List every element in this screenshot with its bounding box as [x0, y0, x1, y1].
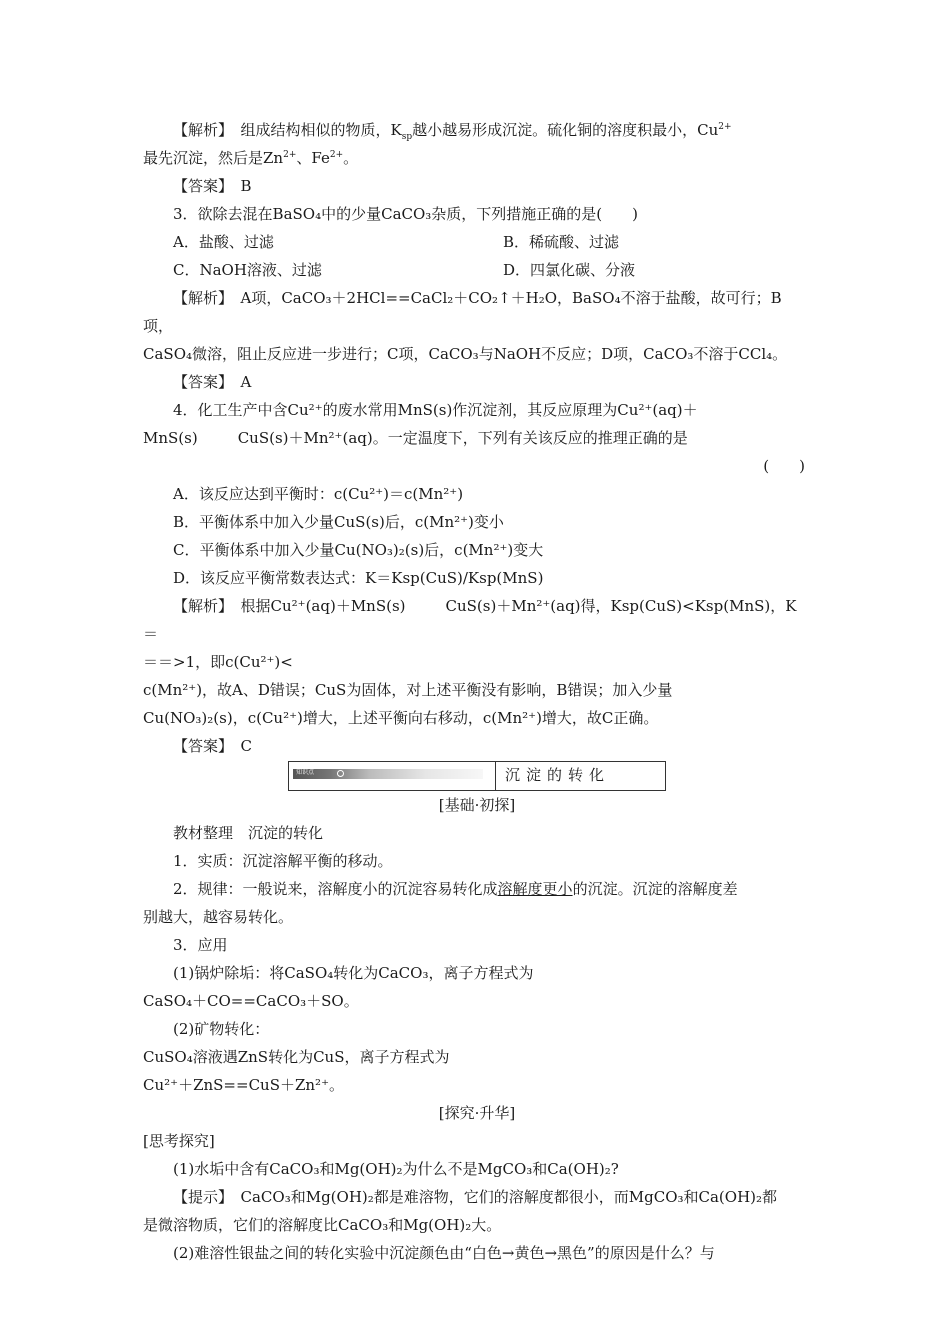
- option-d: D．四氯化碳、分液: [503, 261, 636, 279]
- option-c: C．NaOH溶液、过滤: [173, 261, 322, 279]
- analysis-line: CaSO₄微溶，阻止反应进一步进行；C项，CaCO₃与NaOH不反应；D项，CaCO₃不溶于CCl₄。: [143, 345, 788, 363]
- circle-icon: [337, 770, 344, 777]
- option-b: B．平衡体系中加入少量CuS(s)后，c(Mn²⁺)变小: [173, 513, 504, 531]
- body-line: 3．应用: [173, 936, 228, 954]
- section-heading: [探究·升华]: [438, 1104, 516, 1122]
- body-line: 2．规律：一般说来，溶解度小的沉淀容易转化成溶解度更小的沉淀。沉淀的溶解度差: [173, 880, 738, 898]
- answer-line: 【答案】 A: [173, 373, 252, 391]
- option-d: D．该反应平衡常数表达式：K＝Ksp(CuS)/Ksp(MnS): [173, 569, 544, 587]
- option-a: A．盐酸、过滤: [173, 233, 274, 251]
- analysis-line: ＝＝>1，即c(Cu²⁺)<: [143, 653, 293, 671]
- banner-title: 沉淀的转化: [505, 766, 611, 784]
- analysis-line: c(Mn²⁺)，故A、D错误；CuS为固体，对上述平衡没有影响，B错误；加入少量: [143, 681, 673, 699]
- answer-line: 【答案】 B: [173, 177, 252, 195]
- banner-bar: [293, 769, 483, 779]
- answer-line: 【答案】 C: [173, 737, 252, 755]
- option-c: C．平衡体系中加入少量Cu(NO₃)₂(s)后，c(Mn²⁺)变大: [173, 541, 544, 559]
- document-page: [143, 116, 811, 1267]
- question-4-line: MnS(s) CuS(s)＋Mn²⁺(aq)。一定温度下，下列有关该反应的推理正确的是: [143, 429, 688, 447]
- banner-tag: 知识点: [296, 769, 315, 776]
- question-line: (2)难溶性银盐之间的转化实验中沉淀颜色由“白色→黄色→黑色”的原因是什么？与: [173, 1244, 715, 1262]
- body-line: (1)锅炉除垢：将CaSO₄转化为CaCO₃，离子方程式为: [173, 964, 534, 982]
- options-row: [143, 228, 811, 256]
- body-line: (2)矿物转化：: [173, 1020, 270, 1038]
- option-b: B．稀硫酸、过滤: [503, 233, 620, 251]
- analysis-line: Cu(NO₃)₂(s)，c(Cu²⁺)增大，上述平衡向右移动，c(Mn²⁺)增大，故C正确。: [143, 709, 659, 727]
- body-line: 别越大，越容易转化。: [143, 908, 294, 926]
- knowledge-banner: [143, 761, 811, 791]
- options-row: [143, 256, 811, 284]
- analysis-line: 最先沉淀，然后是$Zn^{2+}$、$Fe^{2+}$。: [143, 149, 359, 167]
- equation-line: CaSO₄＋CO==CaCO₃＋SO。: [143, 992, 359, 1010]
- analysis-line: 【解析】 组成结构相似的物质，$K_{sp}$越小越易形成沉淀。硫化铜的溶度积最小，$Cu^{2+}$: [173, 121, 732, 142]
- answer-bracket: ( ): [763, 457, 805, 475]
- analysis-line: 【解析】 A项，CaCO₃＋2HCl==CaCl₂＋CO₂↑＋H₂O，BaSO₄不溶于盐酸，故可行；B项，: [143, 289, 782, 335]
- question-4: 4．化工生产中含Cu²⁺的废水常用MnS(s)作沉淀剂，其反应原理为Cu²⁺(aq)＋: [173, 401, 698, 419]
- underlined-term: 溶解度更小: [497, 880, 573, 898]
- question-3: 3．欲除去混在BaSO₄中的少量CaCO₃杂质，下列措施正确的是( ): [173, 205, 639, 223]
- hint-line: 是微溶物质，它们的溶解度比CaCO₃和Mg(OH)₂大。: [143, 1216, 502, 1234]
- option-a: A．该反应达到平衡时：c(Cu²⁺)＝c(Mn²⁺): [173, 485, 464, 503]
- analysis-line: 【解析】 根据Cu²⁺(aq)＋MnS(s) CuS(s)＋Mn²⁺(aq)得，Ksp(CuS)<Ksp(MnS)，K＝: [143, 597, 797, 643]
- section-heading: [基础·初探]: [438, 796, 516, 814]
- equation-line: Cu²⁺＋ZnS==CuS＋Zn²⁺。: [143, 1076, 344, 1094]
- hint-line: 【提示】 CaCO₃和Mg(OH)₂都是难溶物，它们的溶解度都很小，而MgCO₃和Ca(OH)₂都: [173, 1188, 778, 1206]
- body-line: 教材整理 沉淀的转化: [173, 824, 324, 842]
- subheading: [思考探究]: [143, 1132, 215, 1150]
- question-line: (1)水垢中含有CaCO₃和Mg(OH)₂为什么不是MgCO₃和Ca(OH)₂?: [173, 1160, 619, 1178]
- body-line: CuSO₄溶液遇ZnS转化为CuS，离子方程式为: [143, 1048, 450, 1066]
- body-line: 1．实质：沉淀溶解平衡的移动。: [173, 852, 393, 870]
